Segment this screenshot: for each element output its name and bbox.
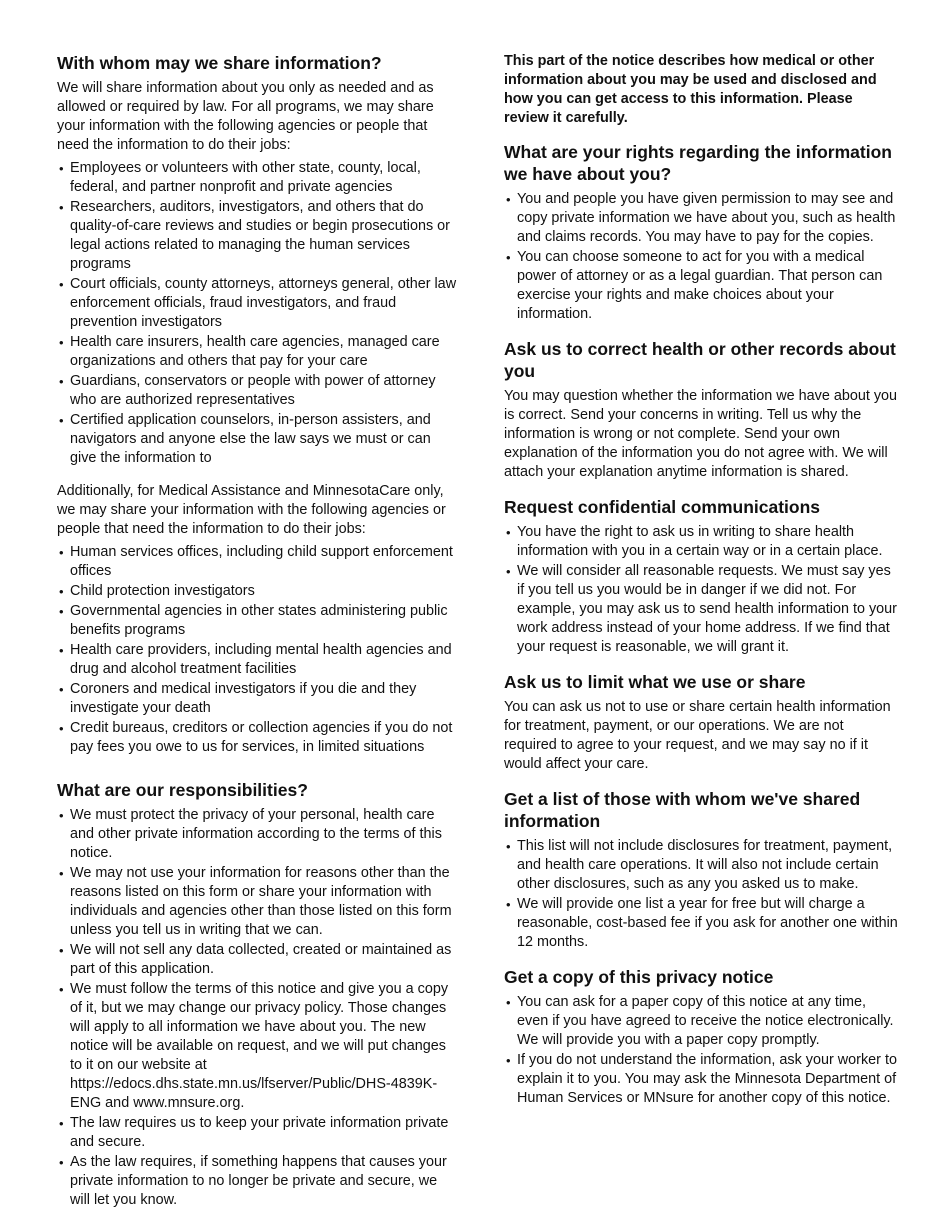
copy-notice-list	[504, 993, 899, 1108]
ma-list	[57, 543, 457, 757]
rights-list	[504, 190, 899, 324]
rights-heading: What are your rights regarding the information we have about you?	[504, 142, 892, 184]
list-item: • We will provide one list a year for free but will charge a reasonable, cost-based fee if you ask for another one within 12 months.	[504, 895, 899, 952]
right-column	[504, 52, 899, 1122]
list-item: • If you do not understand the information, ask your worker to explain it to you. You may ask the Minnesota Department of Human Services or MNsure for another copy of this notice.	[504, 1051, 899, 1108]
share-heading: With whom may we share information?	[57, 53, 382, 73]
list-item: • We may not use your information for reasons other than the reasons listed on this form or share your information with individuals and agencies other than those listed on this form unless you tell us in writing that we can.	[57, 864, 457, 940]
list-item: • Health care providers, including mental health agencies and drug and alcohol treatment facilities	[57, 641, 457, 679]
list-item: • You can choose someone to act for you with a medical power of attorney or as a legal guardian. That person can exercise your rights and make choices about your information.	[504, 248, 899, 324]
ma-intro: Additionally, for Medical Assistance and MinnesotaCare only, we may share your information with the following agencies or people that need the information to do their jobs:	[57, 483, 446, 537]
notice-intro: This part of the notice describes how medical or other information about you may be used and disclosed and how you can get access to this information. Please review it carefully.	[504, 53, 877, 126]
list-item: • Coroners and medical investigators if you die and they investigate your death	[57, 680, 457, 718]
shared-list-heading: Get a list of those with whom we've shared information	[504, 789, 861, 831]
list-item: • Health care insurers, health care agencies, managed care organizations and others that pay for your care	[57, 333, 457, 371]
list-item: • Human services offices, including child support enforcement offices	[57, 543, 457, 581]
confidential-heading: Request confidential communications	[504, 497, 821, 517]
shared-list	[504, 837, 899, 952]
list-item: • Employees or volunteers with other state, county, local, federal, and partner nonprofit and private agencies	[57, 159, 457, 197]
copy-notice-heading: Get a copy of this privacy notice	[504, 967, 774, 987]
list-item: • Certified application counselors, in-person assisters, and navigators and anyone else the law says we must or can give the information to	[57, 411, 457, 468]
limit-heading: Ask us to limit what we use or share	[504, 672, 806, 692]
correct-records-text: You may question whether the information we have about you is correct. Send your concerns in writing. Tell us why the information is wrong or not complete. Send your own explanation of the information you do not agree with. We will attach your explanation anytime information is shared.	[504, 388, 898, 480]
list-item: • Researchers, auditors, investigators, and others that do quality-of-care reviews and studies or begin prosecutions or legal actions related to managing the human services programs	[57, 198, 457, 274]
correct-records-heading: Ask us to correct health or other records about you	[504, 339, 896, 381]
left-column	[57, 52, 457, 1224]
list-item: • As the law requires, if something happens that causes your private information to no longer be private and secure, we will let you know.	[57, 1153, 457, 1210]
list-item: • You can ask for a paper copy of this notice at any time, even if you have agreed to receive the notice electronically. We will provide you with a paper copy promptly.	[504, 993, 899, 1050]
list-item: • This list will not include disclosures for treatment, payment, and health care operations. It will also not include certain other disclosures, such as any you asked us to make.	[504, 837, 899, 894]
list-item: • We must follow the terms of this notice and give you a copy of it, but we may change our privacy policy. Those changes will apply to all information we have about you. The new notice will be available on request, and we will put changes to it on our website at https://edocs.dhs.state.mn.us/lfserver/Public/DHS-4839K-ENG and www.mnsure.org.	[57, 980, 457, 1113]
list-item: • Guardians, conservators or people with power of attorney who are authorized representatives	[57, 372, 457, 410]
confidential-list	[504, 523, 899, 657]
list-item: • We will not sell any data collected, created or maintained as part of this application.	[57, 941, 457, 979]
list-item: • Credit bureaus, creditors or collection agencies if you do not pay fees you owe to us for services, in limited situations	[57, 719, 457, 757]
list-item: • We must protect the privacy of your personal, health care and other private information according to the terms of this notice.	[57, 806, 457, 863]
list-item: • We will consider all reasonable requests. We must say yes if you tell us you would be in danger if we did not. For example, you may ask us to send health information to your work address instead of your home address. If we find that your request is reasonable, we will grant it.	[504, 562, 899, 657]
list-item: • The law requires us to keep your private information private and secure.	[57, 1114, 457, 1152]
list-item: • Court officials, county attorneys, attorneys general, other law enforcement officials, fraud investigators, and fraud prevention investigators	[57, 275, 457, 332]
responsibilities-list	[57, 806, 457, 1210]
list-item: • You have the right to ask us in writing to share health information with you in a certain way or in a certain place.	[504, 523, 899, 561]
share-list	[57, 159, 457, 468]
list-item: • You and people you have given permission to may see and copy private information we have about you, such as health and claims records. You may have to pay for the copies.	[504, 190, 899, 247]
share-intro: We will share information about you only as needed and as allowed or required by law. For all programs, we may share your information with the following agencies or people that need the information to do their jobs:	[57, 80, 434, 153]
responsibilities-heading: What are our responsibilities?	[57, 780, 308, 800]
list-item: • Child protection investigators	[57, 582, 457, 601]
list-item: • Governmental agencies in other states administering public benefits programs	[57, 602, 457, 640]
limit-text: You can ask us not to use or share certain health information for treatment, payment, or our operations. We are not required to agree to your request, and we may say no if it would affect your care.	[504, 699, 891, 772]
